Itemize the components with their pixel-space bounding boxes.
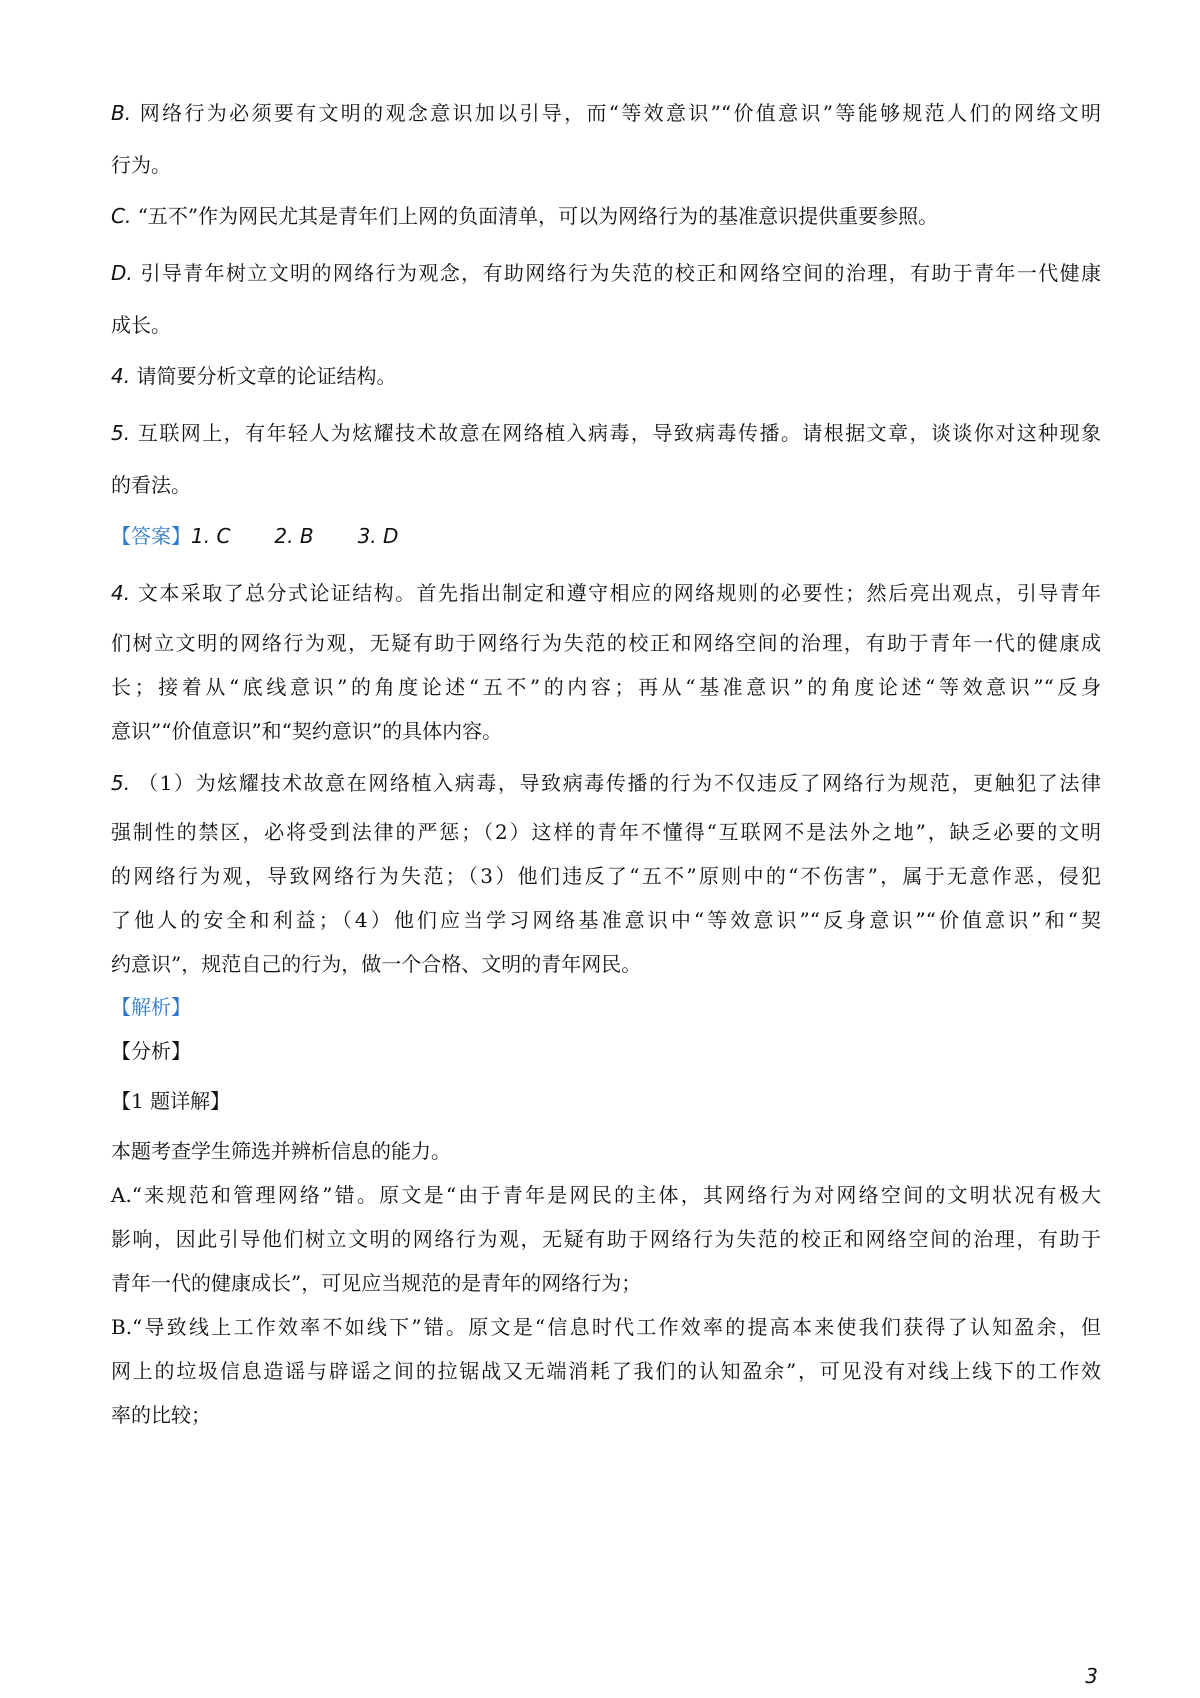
answer-4-line-3: 长；接着从“底线意识”的角度论述“五不”的内容；再从“基准意识”的角度论述“等效意识”“反身 (111, 675, 1101, 699)
option-c-line-1 (111, 201, 1101, 231)
answer-line (111, 521, 1101, 551)
answer-item-3: 3. D (357, 524, 399, 548)
answer-4-text-1: 文本采取了总分式论证结构。首先指出制定和遵守相应的网络规则的必要性；然后亮出观点，引导青年 (137, 581, 1102, 605)
option-d-line-2: 成长。 (111, 313, 171, 337)
option-c-text-1: “五不”作为网民尤其是青年们上网的负面清单，可以为网络行为的基准意识提供重要参照。 (137, 204, 939, 228)
question-5-line-1 (111, 418, 1101, 448)
answer-5-text-1: （1）为炫耀技术故意在网络植入病毒，导致病毒传播的行为不仅违反了网络行为规范，更触犯了法律 (138, 771, 1102, 795)
analysis-b-line-1: B.“导致线上工作效率不如线下”错。原文是“信息时代工作效率的提高本来使我们获得了认知盈余，但 (111, 1315, 1101, 1339)
answer-4-label: 4. (111, 581, 131, 605)
answer-item-2: 2. B (274, 524, 314, 548)
question-4-text: 请简要分析文章的论证结构。 (136, 364, 397, 388)
question-4-label: 4. (111, 364, 131, 388)
answer-4-line-4: 意识”“价值意识”和“契约意识”的具体内容。 (111, 719, 503, 743)
question-4 (111, 361, 1101, 391)
question-5-text-1: 互联网上，有年轻人为炫耀技术故意在网络植入病毒，导致病毒传播。请根据文章，谈谈你对这种现象 (137, 421, 1102, 445)
analysis-a-line-2: 影响，因此引导他们树立文明的网络行为观，无疑有助于网络行为失范的校正和网络空间的治理，有助于 (111, 1227, 1101, 1251)
answer-4-line-2: 们树立文明的网络行为观，无疑有助于网络行为失范的校正和网络空间的治理，有助于青年一代的健康成 (111, 631, 1101, 655)
option-b-text-1: 网络行为必须要有文明的观念意识加以引导，而“等效意识”“价值意识”等能够规范人们的网络文明 (139, 101, 1102, 125)
answer-5-line-4: 了他人的安全和利益；（4）他们应当学习网络基准意识中“等效意识”“反身意识”“价值意识”和“契 (111, 908, 1101, 932)
detail-heading-1: 【1 题详解】 (111, 1089, 231, 1113)
question-5-line-2: 的看法。 (111, 473, 191, 497)
answer-5-label: 5. (111, 771, 131, 795)
option-d-text-1: 引导青年树立文明的网络行为观念，有助网络行为失范的校正和网络空间的治理，有助于青年一代健康 (140, 261, 1101, 285)
analysis-a-line-3: 青年一代的健康成长”，可见应当规范的是青年的网络行为； (111, 1271, 642, 1295)
answer-5-line-3: 的网络行为观，导致网络行为失范；（3）他们违反了“五不”原则中的“不伤害”，属于无意作恶，侵犯 (111, 864, 1101, 888)
analysis-b-line-3: 率的比较； (111, 1403, 211, 1427)
option-b-line-1 (111, 98, 1101, 128)
analysis-a-line-1: A.“来规范和管理网络”错。原文是“由于青年是网民的主体，其网络行为对网络空间的文明状况有极大 (111, 1183, 1101, 1207)
option-d-label: D. (111, 261, 133, 285)
page-number: 3 (1085, 1664, 1098, 1688)
option-b-line-2: 行为。 (111, 153, 171, 177)
analysis-intro: 本题考查学生筛选并辨析信息的能力。 (111, 1139, 451, 1163)
option-d-line-1 (111, 258, 1101, 288)
question-5-label: 5. (111, 421, 131, 445)
option-b-label: B. (111, 101, 132, 125)
option-c-label: C. (111, 204, 132, 228)
analysis-tag: 【解析】 (111, 995, 191, 1019)
answer-5-line-2: 强制性的禁区，必将受到法律的严惩；（2）这样的青年不懂得“互联网不是法外之地”，缺乏必要的文明 (111, 820, 1101, 844)
answer-tag: 【答案】 (111, 524, 191, 548)
analysis-b-line-2: 网上的垃圾信息造谣与辟谣之间的拉锯战又无端消耗了我们的认知盈余”，可见没有对线上线下的工作效 (111, 1359, 1101, 1383)
answer-item-1: 1. C (191, 524, 231, 548)
analysis-subheading: 【分析】 (111, 1039, 191, 1063)
answer-5-line-5: 约意识”，规范自己的行为，做一个合格、文明的青年网民。 (111, 952, 642, 976)
answer-4-line-1 (111, 578, 1101, 608)
answer-5-line-1 (111, 768, 1101, 798)
